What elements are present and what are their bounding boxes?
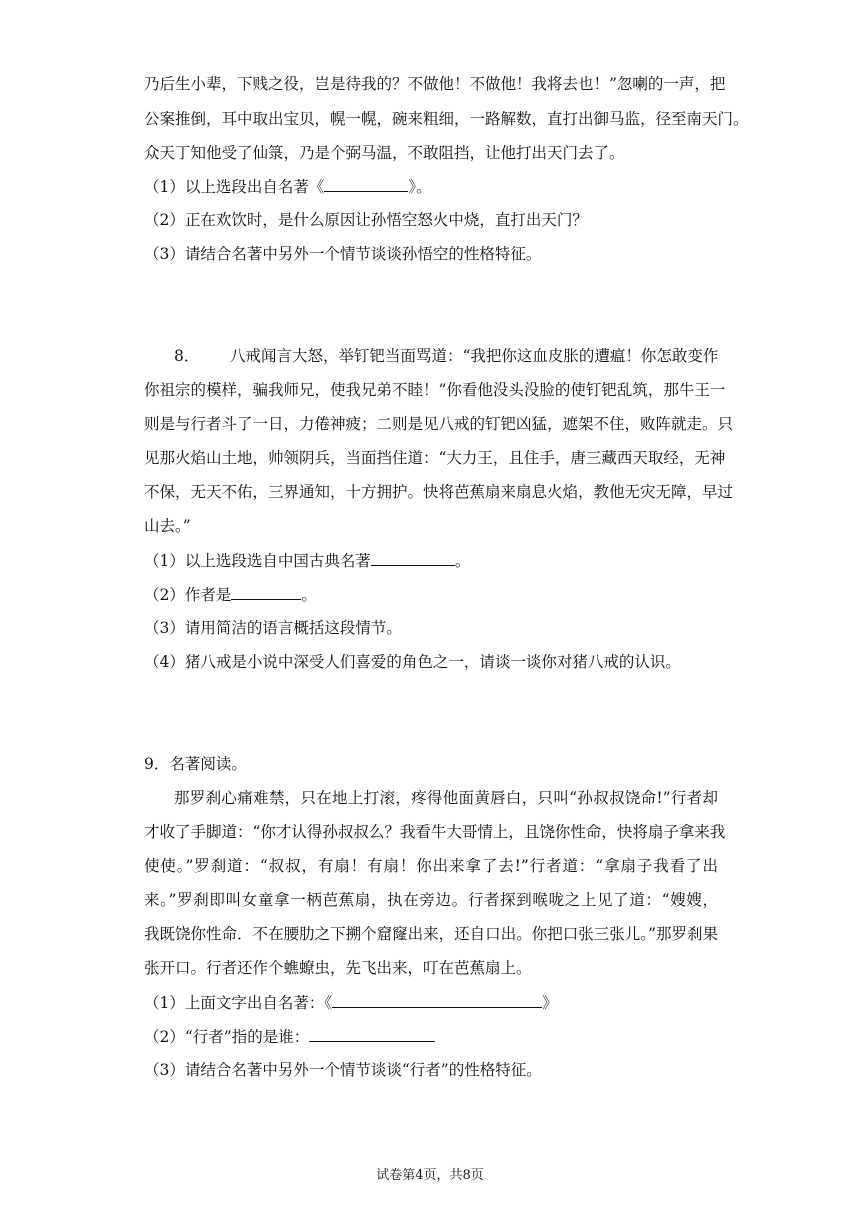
q9-passage-line: 来。”罗刹即叫女童拿一柄芭蕉扇，执在旁边。行者探到喉咙之上见了道：“嫂嫂， bbox=[144, 891, 718, 909]
q7-sub1-text: （1）以上选段出自名著《 bbox=[144, 178, 325, 196]
q7-passage-line: 乃后生小辈，下贱之役，岂是待我的？不做他！不做他！我将去也！”忽喇的一声，把 bbox=[144, 75, 726, 93]
q8-sub4: （4）猪八戒是小说中深受人们喜爱的角色之一，请谈一谈你对猪八戒的认识。 bbox=[144, 653, 681, 671]
q8-sub3: （3）请用简洁的语言概括这段情节。 bbox=[144, 619, 402, 637]
q7-sub1 bbox=[144, 176, 432, 197]
q8-number: 8． bbox=[174, 347, 200, 365]
q9-passage-line: 才收了手脚道：“你才认得孙叔叔么？我看牛大哥情上，且饶你性命，快将扇子拿来我 bbox=[144, 823, 726, 841]
q8-sub2-tail: 。 bbox=[301, 586, 317, 604]
answer-blank[interactable] bbox=[231, 584, 301, 600]
answer-blank[interactable] bbox=[309, 1026, 435, 1042]
answer-blank[interactable] bbox=[324, 176, 408, 192]
q7-sub1-tail: 》。 bbox=[408, 178, 432, 196]
q9-sub2 bbox=[144, 1026, 435, 1047]
answer-blank[interactable] bbox=[332, 992, 542, 1008]
q7-passage-line: 公案推倒，耳中取出宝贝，幌一幌，碗来粗细，一路解数，直打出御马监，径至南天门。 bbox=[144, 110, 749, 128]
q9-passage-line: 使使。”罗刹道：“叔叔，有扇！有扇！你出来拿了去!”行者道：“拿扇子我看了出 bbox=[144, 857, 718, 875]
q7-sub2: （2）正在欢饮时，是什么原因让孙悟空怒火中烧，直打出天门？ bbox=[144, 211, 588, 229]
q9-sub1 bbox=[144, 992, 558, 1013]
q8-passage-line: 八戒闻言大怒，举钉钯当面骂道：“我把你这血皮胀的遭瘟！你怎敢变作 bbox=[230, 347, 719, 365]
q8-sub2 bbox=[144, 584, 317, 605]
q9-passage-line: 那罗刹心痛难禁，只在地上打滚，疼得他面黄唇白，只叫“孙叔叔饶命!”行者却 bbox=[174, 789, 718, 807]
q9-passage-line: 我既饶你性命．不在腰肋之下搠个窟窿出来，还自口出。你把口张三张儿。”那罗刹果 bbox=[144, 925, 718, 943]
page-footer: 试卷第4页，共8页 bbox=[376, 1168, 484, 1183]
q8-passage-line: 不保，无天不佑，三界通知，十方拥护。快将芭蕉扇来扇息火焰，教他无灾无障，早过 bbox=[144, 483, 734, 501]
q8-sub1-tail: 。 bbox=[454, 552, 471, 570]
q9-passage-line: 张开口。行者还作个蟭蟟虫，先飞出来，叮在芭蕉扇上。 bbox=[144, 959, 532, 977]
q9-sub3: （3）请结合名著中另外一个情节谈谈“行者”的性格特征。 bbox=[144, 1061, 542, 1079]
q9-sub2-text: （2）“行者”指的是谁： bbox=[144, 1028, 310, 1046]
answer-blank[interactable] bbox=[371, 550, 455, 566]
q8-passage-line: 山去。” bbox=[144, 517, 191, 535]
q9-heading: 9．名著阅读。 bbox=[144, 755, 247, 773]
q8-sub1-text: （1）以上选段选自中国古典名著 bbox=[144, 552, 371, 570]
q7-passage-line: 众天丁知他受了仙箓，乃是个弼马温，不敢阻挡，让他打出天门去了。 bbox=[144, 144, 625, 162]
q8-passage-line: 则是与行者斗了一日，力倦神疲；二则是见八戒的钉钯凶猛，遮架不住，败阵就走。只 bbox=[144, 415, 734, 433]
q7-sub3: （3）请结合名著中另外一个情节谈谈孙悟空的性格特征。 bbox=[144, 245, 542, 263]
q8-sub2-text: （2）作者是 bbox=[144, 586, 232, 604]
q8-passage-line: 你祖宗的模样，骗我师兄，使我兄弟不睦！”你看他没头没脸的使钉钯乱筑，那牛王一 bbox=[144, 381, 726, 399]
q8-sub1 bbox=[144, 550, 470, 571]
q9-sub1-tail: 》 bbox=[542, 994, 558, 1012]
q8-passage-line: 见那火焰山土地，帅领阴兵，当面挡住道：“大力王，且住手，唐三藏西天取经，无神 bbox=[144, 449, 726, 467]
q9-sub1-text: （1）上面文字出自名著：《 bbox=[144, 994, 333, 1012]
